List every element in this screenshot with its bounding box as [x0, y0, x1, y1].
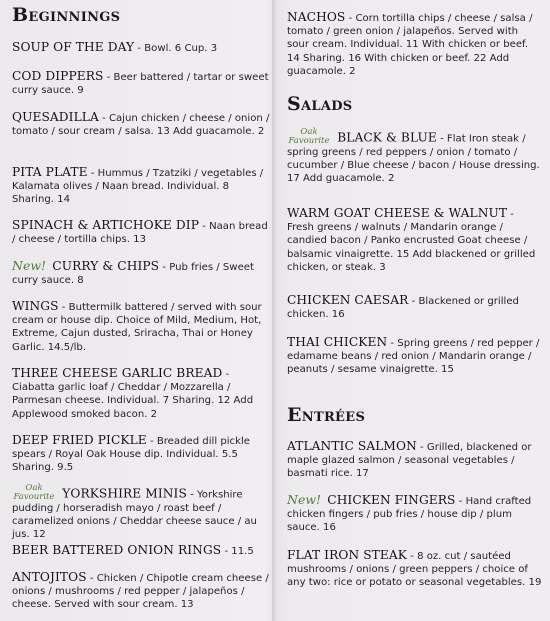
item-name: NACHOS — [287, 10, 346, 24]
oak-favourite-badge: Oak Favourite — [13, 483, 55, 502]
item-name: THAI CHICKEN — [287, 335, 388, 349]
item-name: CHICKEN FINGERS — [327, 493, 456, 507]
item-desc: Hand crafted chicken fingers / pub fries / house dip / plum sauce. 16 — [287, 496, 532, 534]
menu-item: BEER BATTERED ONION RINGS - 11.5 — [12, 543, 254, 557]
oak-favourite-badge: Oak Favourite — [288, 127, 330, 146]
item-desc: Breaded dill pickle spears / Royal Oak House dip. Individual. 5.5 Sharing. 9.5 — [12, 436, 250, 474]
menu-item: New! CURRY & CHIPS - Pub fries / Sweet curry sauce. 8 — [12, 258, 254, 287]
menu-item: Oak Favourite YORKSHIRE MINIS - Yorkshire pudding / horseradish mayo / roast beef / caramelized onions / Cheddar cheese sauce / au jus. 12 — [12, 483, 257, 541]
menu-item: PITA PLATE - Hummus / Tzatziki / vegetables / Kalamata olives / Naan bread. Individual. 8 Sharing. 14 — [12, 165, 264, 206]
item-name: WARM GOAT CHEESE & WALNUT — [287, 206, 508, 220]
item-desc: Yorkshire pudding / horseradish mayo / roast beef / caramelized onions / Cheddar cheese sauce / au jus. 12 — [12, 489, 257, 541]
menu-item: FLAT IRON STEAK - 8 oz. cut / sautéed mushrooms / onions / green peppers / choice of any two: rice or potato or seasonal vegetables. 19 — [287, 548, 542, 589]
item-desc: Flat Iron steak / spring greens / red peppers / onion / tomato / cucumber / Blue cheese / bacon / House dressing. 17 Add guacamole. 2 — [287, 133, 540, 185]
item-desc: 11.5 — [231, 546, 254, 557]
item-desc: Buttermilk battered / served with sour cream or house dip. Choice of Mild, Medium, Hot, Extreme, Cajun dusted, Sriracha, Thai or Honey Garlic. 14.5/lb. — [12, 302, 262, 353]
item-name: BEER BATTERED ONION RINGS — [12, 543, 222, 557]
item-name: ATLANTIC SALMON — [287, 439, 417, 453]
section-title-beginnings: Beginnings — [12, 4, 121, 26]
item-name: BLACK & BLUE — [337, 130, 437, 145]
menu-item: QUESADILLA - Cajun chicken / cheese / onion / tomato / sour cream / salsa. 13 Add guacamole. 2 — [12, 110, 270, 138]
item-desc: Chicken / Chipotle cream cheese / onions / mushrooms / red pepper / jalapeños / cheese. Served with sour cream. 13 — [12, 573, 269, 611]
menu-item: NACHOS - Corn tortilla chips / cheese / salsa / tomato / green onion / jalapeños. Served with sour cream. Individual. 11 With chicken or beef. 14 Sharing. 16 With chicken or beef. 22 Add guacamole. 2 — [287, 10, 533, 77]
item-desc: Hummus / Tzatziki / vegetables / Kalamata olives / Naan bread. Individual. 8 Sharing. 14 — [12, 168, 264, 206]
item-desc: 8 oz. cut / sautéed mushrooms / onions / green peppers / choice of any two: rice or potato or seasonal vegetables. 19 — [287, 551, 542, 589]
menu-item: Oak Favourite BLACK & BLUE - Flat Iron steak / spring greens / red peppers / onion / tomato / cucumber / Blue cheese / bacon / House dressing. 17 Add guacamole. 2 — [287, 127, 540, 185]
item-desc: Spring greens / red pepper / edamame beans / red onion / Mandarin orange / peanuts / sesame vinaigrette. 15 — [287, 338, 540, 376]
new-badge: New! — [287, 492, 322, 507]
menu-item: THAI CHICKEN - Spring greens / red pepper / edamame beans / red onion / Mandarin orange / peanuts / sesame vinaigrette. 15 — [287, 335, 540, 376]
item-name: SOUP OF THE DAY — [12, 40, 135, 54]
page-fold — [272, 0, 276, 621]
new-badge: New! — [12, 258, 47, 273]
item-desc: Blackened or grilled chicken. 16 — [287, 296, 519, 321]
item-name: CHICKEN CAESAR — [287, 293, 409, 307]
item-desc: Beer battered / tartar or sweet curry sauce. 9 — [12, 72, 269, 97]
item-desc: Ciabatta garlic loaf / Cheddar / Mozzarella / Parmesan cheese. Individual. 7 Sharing. 12 Add Applewood smoked bacon. 2 — [12, 382, 254, 420]
menu-item: DEEP FRIED PICKLE - Breaded dill pickle spears / Royal Oak House dip. Individual. 5.5 Sharing. 9.5 — [12, 433, 250, 474]
item-desc: Naan bread / cheese / tortilla chips. 13 — [12, 221, 268, 246]
menu-item: New! CHICKEN FINGERS - Hand crafted chicken fingers / pub fries / house dip / plum sauce. 16 — [287, 492, 532, 534]
section-title-salads: Salads — [287, 93, 353, 115]
item-name: CURRY & CHIPS — [52, 259, 160, 273]
menu-item: ANTOJITOS - Chicken / Chipotle cream cheese / onions / mushrooms / red pepper / jalapeños / cheese. Served with sour cream. 13 — [12, 570, 269, 611]
item-name: YORKSHIRE MINIS — [62, 486, 187, 501]
item-desc: Grilled, blackened or maple glazed salmon / seasonal vegetables / basmati rice. 17 — [287, 442, 532, 480]
item-name: COD DIPPERS — [12, 69, 104, 83]
menu-item: THREE CHEESE GARLIC BREAD - Ciabatta garlic loaf / Cheddar / Mozzarella / Parmesan cheese. Individual. 7 Sharing. 12 Add Applewood smoked bacon. 2 — [12, 366, 254, 420]
menu-item: SOUP OF THE DAY - Bowl. 6 Cup. 3 — [12, 40, 218, 54]
item-name: WINGS — [12, 299, 59, 313]
item-name: THREE CHEESE GARLIC BREAD — [12, 366, 223, 380]
item-name: SPINACH & ARTICHOKE DIP — [12, 218, 199, 232]
menu-item: ATLANTIC SALMON - Grilled, blackened or maple glazed salmon / seasonal vegetables / basmati rice. 17 — [287, 439, 532, 480]
item-desc: Fresh greens / walnuts / Mandarin orange / candied bacon / Panko encrusted Goat cheese / balsamic vinaigrette. 15 Add blackened or grilled chicken, or steak. 3 — [287, 222, 536, 273]
menu-item: SPINACH & ARTICHOKE DIP - Naan bread / cheese / tortilla chips. 13 — [12, 218, 268, 246]
item-name: DEEP FRIED PICKLE — [12, 433, 147, 447]
item-name: QUESADILLA — [12, 110, 99, 124]
section-title-entrees: Entrées — [287, 404, 366, 426]
item-desc: Corn tortilla chips / cheese / salsa / tomato / green onion / jalapeños. Served with sour cream. Individual. 11 With chicken or beef. 14 Sharing. 16 With chicken or beef. 22 Add guacamole. 2 — [287, 13, 533, 77]
item-desc: Cajun chicken / cheese / onion / tomato / sour cream / salsa. 13 Add guacamole. 2 — [12, 113, 270, 138]
item-name: PITA PLATE — [12, 165, 88, 179]
menu-item: COD DIPPERS - Beer battered / tartar or sweet curry sauce. 9 — [12, 69, 269, 97]
item-name: ANTOJITOS — [12, 570, 87, 584]
menu-item: CHICKEN CAESAR - Blackened or grilled chicken. 16 — [287, 293, 519, 321]
menu-item: WARM GOAT CHEESE & WALNUT - Fresh greens / walnuts / Mandarin orange / candied bacon / Panko encrusted Goat cheese / balsamic vinaigrette. 15 Add blackened or grilled chicken, or steak. 3 — [287, 206, 536, 273]
menu-item: WINGS - Buttermilk battered / served with sour cream or house dip. Choice of Mild, Medium, Hot, Extreme, Cajun dusted, Sriracha, Thai or Honey Garlic. 14.5/lb. — [12, 299, 262, 353]
item-name: FLAT IRON STEAK — [287, 548, 407, 562]
item-desc: Bowl. 6 Cup. 3 — [144, 43, 218, 54]
item-desc: Pub fries / Sweet curry sauce. 8 — [12, 262, 254, 287]
